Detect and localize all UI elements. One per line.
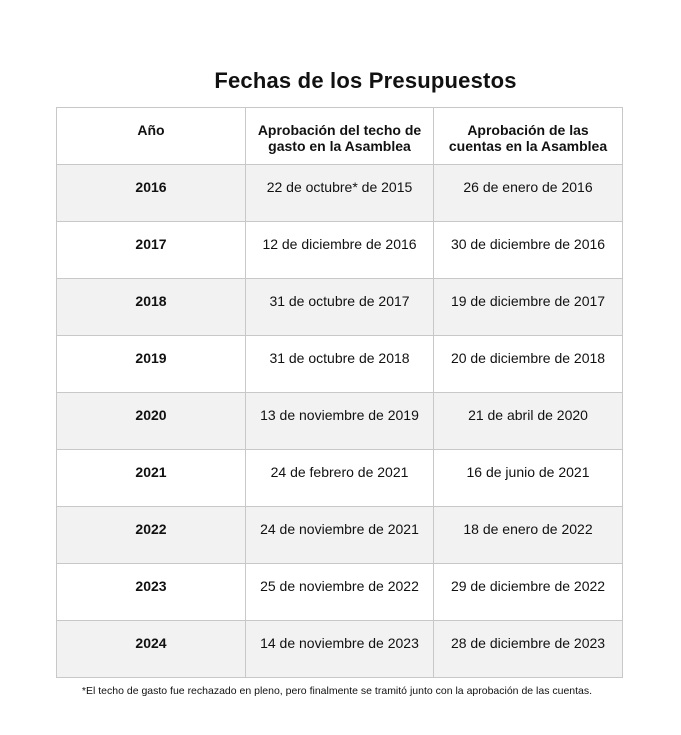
year-cell: 2024 (57, 621, 246, 678)
spending-ceiling-date-cell: 22 de octubre* de 2015 (246, 165, 434, 222)
year-cell: 2016 (57, 165, 246, 222)
table-row (57, 507, 623, 564)
column-header-spending-ceiling (246, 108, 434, 165)
year-cell: 2021 (57, 450, 246, 507)
year-cell: 2020 (57, 393, 246, 450)
table-header (57, 108, 623, 165)
accounts-approval-date-cell: 16 de junio de 2021 (434, 450, 623, 507)
spending-ceiling-date-cell: 24 de noviembre de 2021 (246, 507, 434, 564)
table-row (57, 222, 623, 279)
year-cell: 2017 (57, 222, 246, 279)
spending-ceiling-date-cell: 25 de noviembre de 2022 (246, 564, 434, 621)
page-title: Fechas de los Presupuestos (214, 68, 517, 93)
accounts-approval-date-cell: 28 de diciembre de 2023 (434, 621, 623, 678)
table-body (57, 165, 623, 678)
table-row (57, 279, 623, 336)
spending-ceiling-date-cell: 24 de febrero de 2021 (246, 450, 434, 507)
accounts-approval-date-cell: 29 de diciembre de 2022 (434, 564, 623, 621)
year-cell: 2022 (57, 507, 246, 564)
table-row (57, 450, 623, 507)
year-cell: 2023 (57, 564, 246, 621)
table-row (57, 336, 623, 393)
spending-ceiling-date-cell: 12 de diciembre de 2016 (246, 222, 434, 279)
accounts-approval-date-cell: 26 de enero de 2016 (434, 165, 623, 222)
footnote: *El techo de gasto fue rechazado en pleno, pero finalmente se tramitó junto con la aprobación de las cuentas. (81, 685, 593, 697)
spending-ceiling-date-cell: 31 de octubre de 2017 (246, 279, 434, 336)
column-header-accounts-approval-label: Aprobación de las cuentas en la Asamblea (448, 122, 608, 154)
spending-ceiling-date-cell: 14 de noviembre de 2023 (246, 621, 434, 678)
spending-ceiling-date-cell: 13 de noviembre de 2019 (246, 393, 434, 450)
accounts-approval-date-cell: 21 de abril de 2020 (434, 393, 623, 450)
column-header-year-label: Año (137, 122, 165, 138)
accounts-approval-date-cell: 19 de diciembre de 2017 (434, 279, 623, 336)
table-header-row (57, 108, 623, 165)
accounts-approval-date-cell: 18 de enero de 2022 (434, 507, 623, 564)
year-cell: 2019 (57, 336, 246, 393)
budget-dates-table (56, 107, 623, 678)
column-header-year (57, 108, 246, 165)
column-header-accounts-approval (434, 108, 623, 165)
accounts-approval-date-cell: 30 de diciembre de 2016 (434, 222, 623, 279)
table-row (57, 393, 623, 450)
column-header-spending-ceiling-label: Aprobación del techo de gasto en la Asamblea (257, 122, 422, 154)
table-row (57, 165, 623, 222)
table-row (57, 621, 623, 678)
spending-ceiling-date-cell: 31 de octubre de 2018 (246, 336, 434, 393)
table-row (57, 564, 623, 621)
year-cell: 2018 (57, 279, 246, 336)
accounts-approval-date-cell: 20 de diciembre de 2018 (434, 336, 623, 393)
